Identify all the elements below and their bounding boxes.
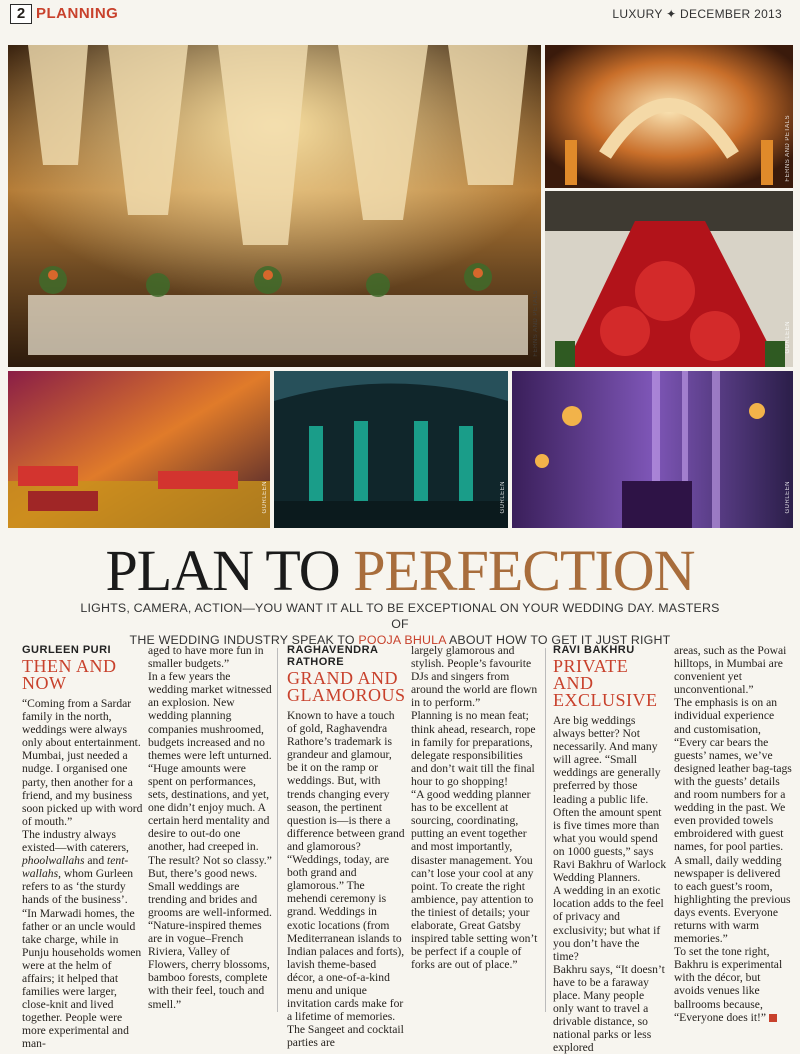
photo-green-stage: [274, 371, 508, 528]
paragraph: “In Marwadi homes, the father or an uncle would take charge, while in Punju households women were at the helm of affairs; it helped that families were larger, close-knit and lived together. People were more experimental and man-: [22, 906, 142, 1051]
section-kicker: RAGHAVENDRA RATHORE: [287, 644, 379, 668]
section-headline: THEN AND NOW: [22, 656, 117, 693]
paragraph: [674, 945, 792, 1024]
paragraph: Are big weddings always better? Not necessarily. And many will agree. “Small weddings are generally preferred by those leading a public life. Often the amount spent is five times more than what you would spend on 1000 guests,” says Ravi Bakhru of Warlock Wedding Planners.: [553, 714, 667, 885]
paragraph: “A good wedding planner has to be excellent at sourcing, coordinating, putting an event together and most importantly, disaster management. You can’t lose your cool at any point. To create the right ambience, pay attention to the tiniest of details; your elaborate, Great Gatsby inspired table setting won’t be perfect if a couple of forks are out of place.”: [411, 788, 538, 972]
column-1: [22, 644, 145, 1051]
section-headline: PRIVATE AND EXCLUSIVE: [553, 656, 658, 710]
page-number: 2: [10, 4, 32, 24]
article-title: [0, 537, 800, 604]
paragraph: “Huge amounts were spent on performances, sets, destinations, and yet, one didn’t enjoy much. A certain herd mentality and desire to out-do one another, had creeped in. The result? Not so classy.”: [148, 761, 272, 867]
paragraph: Bakhru says, “It doesn’t have to be a faraway place. Many people only want to travel a drivable distance, so national parks or less explored: [553, 962, 665, 1054]
paragraph: areas, such as the Powai hilltops, in Mumbai are convenient yet unconventional.”: [674, 644, 787, 697]
paragraph: In a few years the wedding market witnessed an explosion. New wedding planning companies mushroomed, budgets increased and no themes were left unturned.: [148, 670, 272, 762]
section-label: PLANNING: [36, 5, 119, 22]
page-header: [0, 0, 800, 40]
text-run: To set the tone right, Bakhru is experimental with the décor, but avoids venues like ballrooms because, “Everyone does it!”: [674, 945, 783, 1024]
column-5: [553, 644, 667, 1054]
photo-ballroom-chandeliers: [8, 45, 541, 367]
photo-colourful-lounge-image: [8, 371, 270, 528]
photo-credit: GURLEEN: [785, 481, 791, 514]
text-run-italic: phoolwallahs: [22, 854, 85, 868]
paragraph: “Weddings, today, are both grand and glamorous.” The mehendi ceremony is grand. Weddings in exotic locations (from Mediterranean islands to Indian palaces and forts), lavish theme-based décor, a one-of-a-kind menu and unique invitation cards make for a lifetime of memories. The Sangeet and cocktail parties are: [287, 853, 405, 1050]
photo-colourful-lounge: [8, 371, 270, 528]
paragraph: aged to have more fun in smaller budgets.”: [148, 644, 264, 671]
photo-credit: GURLEEN: [785, 321, 791, 354]
paragraph: “Coming from a Sardar family in the north, weddings were always only about entertainment. Mumbai, just needed a nudge. I organised one party, then another for a friend, and my business soon picked up with word of mouth.”: [22, 697, 143, 828]
paragraph: [22, 828, 145, 907]
column-3: [287, 644, 405, 1049]
photo-rose-staircase-image: [545, 191, 793, 367]
title-part-1: PLAN TO: [105, 538, 354, 603]
photo-floral-arch: [545, 45, 793, 188]
article-deck: [80, 600, 720, 648]
text-run: , whom Gurleen refers to as ‘the sturdy hands of the business’.: [22, 867, 134, 907]
column-divider: [277, 648, 278, 1012]
text-run: The industry always existed—with caterers,: [22, 827, 129, 855]
photo-credit: FERNS AND PETALS: [533, 290, 539, 357]
section-headline: GRAND AND GLAMOROUS: [287, 668, 406, 705]
issue-date: LUXURY ✦ DECEMBER 2013: [612, 7, 782, 21]
paragraph: But, there’s good news. Small weddings are trending and brides and grooms are well-informed. “Nature-inspired themes are in vogue–French Riviera, Valley of Flowers, cherry blossoms, bamboo forests, complete with their feel, touch and smell.”: [148, 866, 272, 1011]
photo-floral-arch-image: [545, 45, 793, 188]
paragraph: A wedding in an exotic location adds to the feel of privacy and exclusivity; but what if you don’t have the time?: [553, 884, 664, 963]
photo-green-stage-image: [274, 371, 508, 528]
section-kicker: GURLEEN PURI: [22, 644, 112, 656]
deck-line-2-post: ABOUT HOW TO GET IT JUST RIGHT: [445, 633, 671, 647]
paragraph: Planning is no mean feat; think ahead, research, rope in family for preparations, delegate responsibilities and don’t wait till the final hour to go shopping!: [411, 709, 536, 788]
column-4: [411, 644, 539, 971]
photo-purple-lanterns: [512, 371, 793, 528]
text-run: and: [84, 854, 108, 868]
end-mark-icon: [769, 1014, 777, 1022]
photo-purple-lanterns-image: [512, 371, 793, 528]
photo-rose-staircase: [545, 191, 793, 367]
column-6: [674, 644, 792, 1024]
photo-credit: FERNS AND PETALS: [785, 115, 791, 182]
author-byline: POOJA BHULA: [358, 633, 446, 647]
text-run-italic: tent-wallahs: [22, 854, 129, 881]
photo-credit: GURLEEN: [262, 481, 268, 514]
column-divider: [545, 648, 546, 1012]
photo-credit: GURLEEN: [500, 481, 506, 514]
photo-ballroom-chandeliers-image: [8, 45, 541, 367]
paragraph: Known to have a touch of gold, Raghavendra Rathore’s trademark is grandeur and glamour, be it on the ramp or weddings. But, with trends changing every season, the pertinent question is—is there a difference between grand and glamorous?: [287, 709, 405, 853]
title-part-2: PERFECTION: [353, 538, 695, 603]
deck-line-2-pre: THE WEDDING INDUSTRY SPEAK TO: [129, 633, 359, 647]
paragraph: The emphasis is on an individual experience and customisation, “Every car bears the guests’ names, we’ve designed leather bag-tags with the guests’ details and room numbers for a wedding in the past. We even provided towels embroidered with guest names, for pool parties. A small, daily wedding newspaper is delivered to each guest’s room, highlighting the previous days events. Everyone returns with warm memories.”: [674, 696, 792, 946]
column-2: [148, 644, 272, 1011]
section-kicker: RAVI BAKHRU: [553, 644, 635, 656]
paragraph: largely glamorous and stylish. People’s favourite DJs and singers from around the world are flown in to perform.”: [411, 644, 538, 710]
deck-line-1: LIGHTS, CAMERA, ACTION—YOU WANT IT ALL TO BE EXCEPTIONAL ON YOUR WEDDING DAY. MASTERS OF: [80, 601, 720, 631]
